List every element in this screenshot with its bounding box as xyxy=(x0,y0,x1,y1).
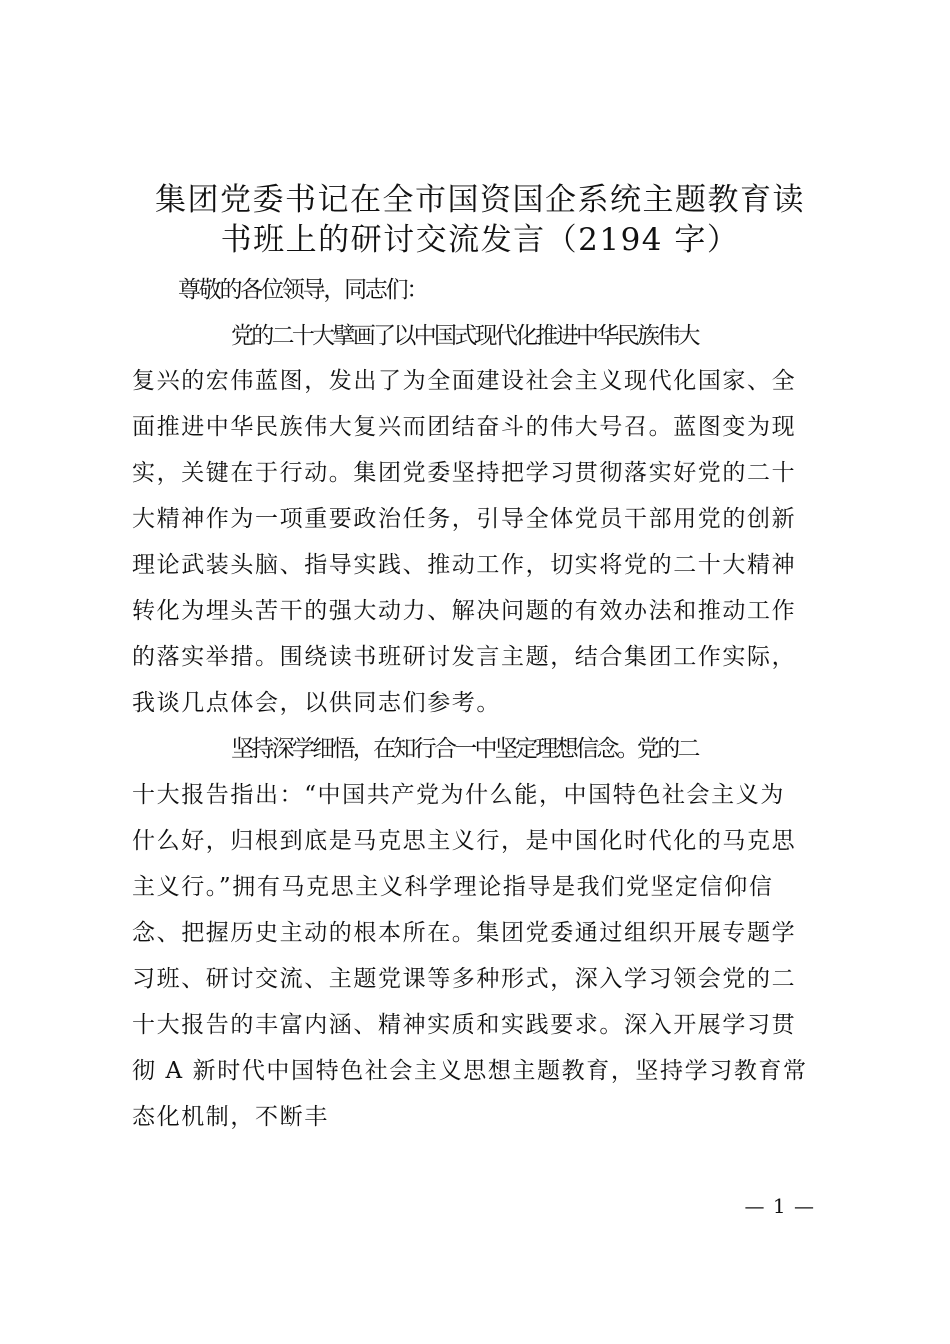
body-line: 主义行。”拥有马克思主义科学理论指导是我们党坚定信仰信 xyxy=(132,874,774,900)
body-line: 大精神作为一项重要政治任务，引导全体党员干部用党的创新 xyxy=(132,506,797,532)
body-line: 彻 A 新时代中国特色社会主义思想主题教育，坚持学习教育常 xyxy=(132,1058,808,1084)
body-line: 实，关键在于行动。集团党委坚持把学习贯彻落实好党的二十 xyxy=(132,460,797,486)
body-line: 十大报告的丰富内涵、精神实质和实践要求。深入开展学习贯 xyxy=(132,1012,797,1038)
body-line: 党的二十大擘画了以中国式现代化推进中华民族伟大 xyxy=(231,323,698,349)
body-line: 态化机制，不断丰 xyxy=(132,1104,329,1130)
body-line: 我谈几点体会，以供同志们参考。 xyxy=(132,690,501,716)
body-line: 理论武装头脑、指导实践、推动工作，切实将党的二十大精神 xyxy=(132,552,797,578)
body-line: 坚持深学细悟，在知行合一中坚定理想信念。党的二 xyxy=(231,736,698,762)
body-line: 复兴的宏伟蓝图，发出了为全面建设社会主义现代化国家、全 xyxy=(132,368,797,394)
body-line: 面推进中华民族伟大复兴而团结奋斗的伟大号召。蓝图变为现 xyxy=(132,414,797,440)
body-line: 转化为埋头苦干的强大动力、解决问题的有效办法和推动工作 xyxy=(132,598,797,624)
body-line: 念、把握历史主动的根本所在。集团党委通过组织开展专题学 xyxy=(132,920,797,946)
page-number: — 1 — xyxy=(744,1194,815,1218)
salutation: 尊敬的各位领导，同志们： xyxy=(178,277,428,303)
document-title-line-1: 集团党委书记在全市国资国企系统主题教育读 xyxy=(155,182,805,218)
body-line: 习班、研讨交流、主题党课等多种形式，深入学习领会党的二 xyxy=(132,966,797,992)
body-line: 十大报告指出：“中国共产党为什么能，中国特色社会主义为 xyxy=(132,782,785,808)
document-title-line-2: 书班上的研讨交流发言（2194 字） xyxy=(220,222,740,258)
body-line: 什么好，归根到底是马克思主义行，是中国化时代化的马克思 xyxy=(132,828,797,854)
body-line: 的落实举措。围绕读书班研讨发言主题，结合集团工作实际， xyxy=(132,644,797,670)
